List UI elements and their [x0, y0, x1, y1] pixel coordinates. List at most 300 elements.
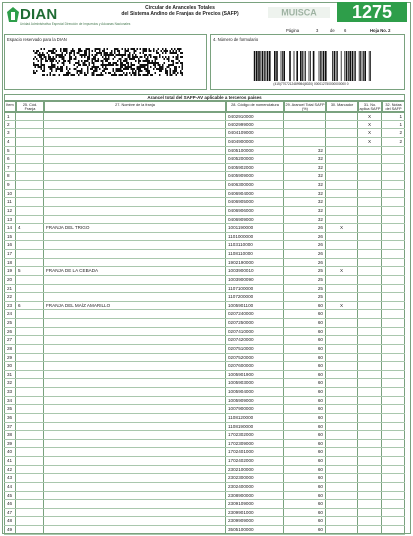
- cell-nombre-franja[interactable]: [44, 431, 226, 439]
- cell-no-aplica[interactable]: [358, 276, 382, 284]
- cell-item[interactable]: 23: [4, 302, 16, 310]
- cell-item[interactable]: 22: [4, 293, 16, 301]
- cell-no-aplica[interactable]: [358, 319, 382, 327]
- cell-notas[interactable]: [382, 293, 405, 301]
- cell-cod-franja[interactable]: [16, 198, 44, 206]
- cell-arancel-total[interactable]: 60: [284, 397, 326, 405]
- cell-item[interactable]: 6: [4, 155, 16, 163]
- cell-notas[interactable]: [382, 371, 405, 379]
- cell-marcador[interactable]: [326, 138, 358, 146]
- cell-notas[interactable]: [382, 302, 405, 310]
- cell-item[interactable]: 44: [4, 483, 16, 491]
- cell-marcador[interactable]: [326, 164, 358, 172]
- cell-item[interactable]: 37: [4, 423, 16, 431]
- cell-nombre-franja[interactable]: [44, 388, 226, 396]
- cell-notas[interactable]: [382, 440, 405, 448]
- cell-item[interactable]: 32: [4, 379, 16, 387]
- cell-no-aplica[interactable]: [358, 155, 382, 163]
- cell-marcador[interactable]: [326, 509, 358, 517]
- cell-nombre-franja[interactable]: [44, 216, 226, 224]
- cell-no-aplica[interactable]: [358, 492, 382, 500]
- cell-no-aplica[interactable]: [358, 241, 382, 249]
- cell-cod-franja[interactable]: [16, 293, 44, 301]
- cell-no-aplica[interactable]: [358, 379, 382, 387]
- cell-marcador[interactable]: [326, 293, 358, 301]
- cell-cod-franja[interactable]: [16, 474, 44, 482]
- cell-no-aplica[interactable]: [358, 397, 382, 405]
- cell-no-aplica[interactable]: [358, 328, 382, 336]
- cell-no-aplica[interactable]: [358, 431, 382, 439]
- cell-nombre-franja[interactable]: [44, 198, 226, 206]
- cell-item[interactable]: 11: [4, 198, 16, 206]
- cell-cod-franja[interactable]: [16, 492, 44, 500]
- cell-notas[interactable]: [382, 310, 405, 318]
- cell-arancel-total[interactable]: 32: [284, 216, 326, 224]
- cell-arancel-total[interactable]: 60: [284, 431, 326, 439]
- cell-notas[interactable]: [382, 172, 405, 180]
- cell-notas[interactable]: [382, 474, 405, 482]
- cell-marcador[interactable]: [326, 172, 358, 180]
- cell-item[interactable]: 10: [4, 190, 16, 198]
- cell-no-aplica[interactable]: [358, 440, 382, 448]
- cell-arancel-total[interactable]: 32: [284, 198, 326, 206]
- cell-nombre-franja[interactable]: [44, 276, 226, 284]
- cell-cod-franja[interactable]: [16, 155, 44, 163]
- cell-no-aplica[interactable]: [358, 414, 382, 422]
- cell-arancel-total[interactable]: 60: [284, 448, 326, 456]
- cell-item[interactable]: 40: [4, 448, 16, 456]
- cell-no-aplica[interactable]: [358, 457, 382, 465]
- cell-item[interactable]: 15: [4, 233, 16, 241]
- cell-item[interactable]: 48: [4, 517, 16, 525]
- cell-codigo-nomenclatura[interactable]: 1007900000: [226, 405, 284, 413]
- cell-notas[interactable]: [382, 397, 405, 405]
- cell-arancel-total[interactable]: 32: [284, 207, 326, 215]
- cell-no-aplica[interactable]: [358, 517, 382, 525]
- cell-cod-franja[interactable]: [16, 129, 44, 137]
- cell-cod-franja[interactable]: [16, 216, 44, 224]
- cell-marcador[interactable]: [326, 198, 358, 206]
- cell-arancel-total[interactable]: 32: [284, 181, 326, 189]
- cell-marcador[interactable]: [326, 129, 358, 137]
- cell-arancel-total[interactable]: 60: [284, 354, 326, 362]
- cell-cod-franja[interactable]: [16, 172, 44, 180]
- cell-no-aplica[interactable]: [358, 224, 382, 232]
- cell-codigo-nomenclatura[interactable]: 1005904000: [226, 388, 284, 396]
- cell-notas[interactable]: [382, 388, 405, 396]
- cell-no-aplica[interactable]: [358, 388, 382, 396]
- cell-cod-franja[interactable]: [16, 500, 44, 508]
- cell-no-aplica[interactable]: X: [358, 121, 382, 129]
- cell-no-aplica[interactable]: [358, 405, 382, 413]
- cell-marcador[interactable]: [326, 250, 358, 258]
- cell-nombre-franja[interactable]: [44, 164, 226, 172]
- cell-cod-franja[interactable]: [16, 138, 44, 146]
- cell-no-aplica[interactable]: [358, 371, 382, 379]
- cell-cod-franja[interactable]: [16, 113, 44, 120]
- cell-cod-franja[interactable]: [16, 207, 44, 215]
- cell-item[interactable]: 8: [4, 172, 16, 180]
- cell-notas[interactable]: 1: [382, 121, 405, 129]
- cell-notas[interactable]: [382, 198, 405, 206]
- cell-no-aplica[interactable]: [358, 526, 382, 534]
- cell-arancel-total[interactable]: 60: [284, 526, 326, 534]
- cell-arancel-total[interactable]: 60: [284, 517, 326, 525]
- cell-codigo-nomenclatura[interactable]: 0207240000: [226, 310, 284, 318]
- cell-arancel-total[interactable]: 60: [284, 500, 326, 508]
- cell-cod-franja[interactable]: [16, 405, 44, 413]
- cell-arancel-total[interactable]: 25: [284, 267, 326, 275]
- cell-notas[interactable]: [382, 259, 405, 267]
- cell-arancel-total[interactable]: 60: [284, 414, 326, 422]
- cell-item[interactable]: 25: [4, 319, 16, 327]
- cell-cod-franja[interactable]: 6: [16, 302, 44, 310]
- cell-arancel-total[interactable]: 60: [284, 457, 326, 465]
- cell-no-aplica[interactable]: [358, 259, 382, 267]
- cell-item[interactable]: 4: [4, 138, 16, 146]
- cell-codigo-nomenclatura[interactable]: 1005903000: [226, 379, 284, 387]
- cell-codigo-nomenclatura[interactable]: 1107100000: [226, 285, 284, 293]
- cell-notas[interactable]: [382, 207, 405, 215]
- cell-nombre-franja[interactable]: [44, 121, 226, 129]
- cell-arancel-total[interactable]: 26: [284, 233, 326, 241]
- cell-notas[interactable]: [382, 276, 405, 284]
- cell-arancel-total[interactable]: 32: [284, 147, 326, 155]
- cell-cod-franja[interactable]: [16, 259, 44, 267]
- cell-notas[interactable]: [382, 190, 405, 198]
- cell-codigo-nomenclatura[interactable]: 0402910000: [226, 113, 284, 120]
- cell-cod-franja[interactable]: [16, 319, 44, 327]
- cell-notas[interactable]: [382, 466, 405, 474]
- cell-codigo-nomenclatura[interactable]: 1702401000: [226, 448, 284, 456]
- cell-cod-franja[interactable]: [16, 423, 44, 431]
- cell-marcador[interactable]: [326, 526, 358, 534]
- cell-cod-franja[interactable]: [16, 414, 44, 422]
- cell-nombre-franja[interactable]: [44, 474, 226, 482]
- cell-notas[interactable]: 1: [382, 113, 405, 120]
- cell-item[interactable]: 28: [4, 345, 16, 353]
- cell-codigo-nomenclatura[interactable]: 0405902000: [226, 164, 284, 172]
- cell-notas[interactable]: [382, 500, 405, 508]
- cell-nombre-franja[interactable]: [44, 423, 226, 431]
- cell-cod-franja[interactable]: [16, 285, 44, 293]
- cell-no-aplica[interactable]: [358, 423, 382, 431]
- cell-item[interactable]: 18: [4, 259, 16, 267]
- cell-no-aplica[interactable]: [358, 354, 382, 362]
- cell-marcador[interactable]: [326, 379, 358, 387]
- cell-marcador[interactable]: [326, 457, 358, 465]
- cell-no-aplica[interactable]: [358, 483, 382, 491]
- cell-no-aplica[interactable]: [358, 172, 382, 180]
- cell-marcador[interactable]: [326, 216, 358, 224]
- cell-cod-franja[interactable]: [16, 121, 44, 129]
- cell-cod-franja[interactable]: [16, 276, 44, 284]
- cell-nombre-franja[interactable]: [44, 362, 226, 370]
- cell-marcador[interactable]: [326, 431, 358, 439]
- cell-cod-franja[interactable]: [16, 310, 44, 318]
- cell-codigo-nomenclatura[interactable]: 0406300000: [226, 181, 284, 189]
- cell-codigo-nomenclatura[interactable]: 1001190000: [226, 224, 284, 232]
- cell-codigo-nomenclatura[interactable]: 0405100000: [226, 147, 284, 155]
- cell-codigo-nomenclatura[interactable]: 0207250000: [226, 319, 284, 327]
- cell-no-aplica[interactable]: [358, 336, 382, 344]
- cell-nombre-franja[interactable]: [44, 336, 226, 344]
- cell-cod-franja[interactable]: [16, 241, 44, 249]
- cell-codigo-nomenclatura[interactable]: 1902190000: [226, 259, 284, 267]
- cell-nombre-franja[interactable]: [44, 293, 226, 301]
- cell-marcador[interactable]: [326, 241, 358, 249]
- cell-marcador[interactable]: [326, 388, 358, 396]
- cell-nombre-franja[interactable]: [44, 250, 226, 258]
- cell-arancel-total[interactable]: 60: [284, 405, 326, 413]
- cell-codigo-nomenclatura[interactable]: 3505100000: [226, 526, 284, 534]
- cell-notas[interactable]: [382, 492, 405, 500]
- cell-arancel-total[interactable]: 60: [284, 345, 326, 353]
- cell-cod-franja[interactable]: [16, 509, 44, 517]
- cell-item[interactable]: 16: [4, 241, 16, 249]
- cell-item[interactable]: 13: [4, 216, 16, 224]
- cell-arancel-total[interactable]: 60: [284, 509, 326, 517]
- cell-nombre-franja[interactable]: [44, 379, 226, 387]
- cell-notas[interactable]: [382, 448, 405, 456]
- cell-arancel-total[interactable]: 60: [284, 423, 326, 431]
- cell-cod-franja[interactable]: [16, 345, 44, 353]
- cell-cod-franja[interactable]: [16, 483, 44, 491]
- cell-marcador[interactable]: [326, 181, 358, 189]
- cell-notas[interactable]: [382, 431, 405, 439]
- cell-no-aplica[interactable]: [358, 362, 382, 370]
- cell-notas[interactable]: 2: [382, 138, 405, 146]
- cell-item[interactable]: 42: [4, 466, 16, 474]
- cell-codigo-nomenclatura[interactable]: 0406904000: [226, 190, 284, 198]
- cell-marcador[interactable]: [326, 492, 358, 500]
- cell-nombre-franja[interactable]: [44, 233, 226, 241]
- cell-item[interactable]: 29: [4, 354, 16, 362]
- cell-nombre-franja[interactable]: [44, 285, 226, 293]
- cell-nombre-franja[interactable]: [44, 190, 226, 198]
- cell-marcador[interactable]: [326, 285, 358, 293]
- cell-nombre-franja[interactable]: [44, 129, 226, 137]
- cell-codigo-nomenclatura[interactable]: 0207520000: [226, 354, 284, 362]
- cell-marcador[interactable]: [326, 448, 358, 456]
- cell-no-aplica[interactable]: X: [358, 113, 382, 120]
- cell-item[interactable]: 20: [4, 276, 16, 284]
- cell-notas[interactable]: 2: [382, 129, 405, 137]
- cell-no-aplica[interactable]: [358, 293, 382, 301]
- cell-item[interactable]: 17: [4, 250, 16, 258]
- cell-arancel-total[interactable]: 60: [284, 362, 326, 370]
- cell-codigo-nomenclatura[interactable]: 1108190000: [226, 423, 284, 431]
- cell-cod-franja[interactable]: [16, 181, 44, 189]
- cell-arancel-total[interactable]: 60: [284, 440, 326, 448]
- cell-notas[interactable]: [382, 181, 405, 189]
- cell-codigo-nomenclatura[interactable]: 1005901900: [226, 371, 284, 379]
- cell-notas[interactable]: [382, 147, 405, 155]
- cell-no-aplica[interactable]: [358, 466, 382, 474]
- cell-no-aplica[interactable]: [358, 509, 382, 517]
- cell-notas[interactable]: [382, 483, 405, 491]
- cell-codigo-nomenclatura[interactable]: 0405200000: [226, 155, 284, 163]
- cell-notas[interactable]: [382, 414, 405, 422]
- cell-marcador[interactable]: [326, 276, 358, 284]
- cell-cod-franja[interactable]: [16, 388, 44, 396]
- cell-no-aplica[interactable]: [358, 310, 382, 318]
- cell-codigo-nomenclatura[interactable]: 1702402000: [226, 457, 284, 465]
- cell-marcador[interactable]: X: [326, 267, 358, 275]
- cell-marcador[interactable]: [326, 336, 358, 344]
- cell-codigo-nomenclatura[interactable]: 0404109000: [226, 129, 284, 137]
- cell-item[interactable]: 2: [4, 121, 16, 129]
- cell-marcador[interactable]: [326, 155, 358, 163]
- cell-notas[interactable]: [382, 345, 405, 353]
- cell-nombre-franja[interactable]: [44, 181, 226, 189]
- cell-codigo-nomenclatura[interactable]: 1108120000: [226, 414, 284, 422]
- cell-arancel-total[interactable]: 60: [284, 302, 326, 310]
- cell-codigo-nomenclatura[interactable]: 0207510000: [226, 345, 284, 353]
- cell-notas[interactable]: [382, 457, 405, 465]
- cell-cod-franja[interactable]: [16, 371, 44, 379]
- cell-no-aplica[interactable]: X: [358, 138, 382, 146]
- cell-codigo-nomenclatura[interactable]: 0406905000: [226, 198, 284, 206]
- cell-nombre-franja[interactable]: [44, 207, 226, 215]
- cell-marcador[interactable]: [326, 362, 358, 370]
- cell-nombre-franja[interactable]: [44, 259, 226, 267]
- cell-item[interactable]: 33: [4, 388, 16, 396]
- cell-item[interactable]: 31: [4, 371, 16, 379]
- cell-marcador[interactable]: [326, 233, 358, 241]
- cell-nombre-franja[interactable]: FRANJA DEL MAÍZ AMARILLO: [44, 302, 226, 310]
- cell-item[interactable]: 24: [4, 310, 16, 318]
- cell-nombre-franja[interactable]: [44, 448, 226, 456]
- cell-notas[interactable]: [382, 319, 405, 327]
- cell-arancel-total[interactable]: 26: [284, 259, 326, 267]
- cell-arancel-total[interactable]: 60: [284, 388, 326, 396]
- cell-no-aplica[interactable]: [358, 207, 382, 215]
- cell-nombre-franja[interactable]: [44, 517, 226, 525]
- cell-arancel-total[interactable]: 60: [284, 310, 326, 318]
- cell-no-aplica[interactable]: [358, 147, 382, 155]
- cell-no-aplica[interactable]: [358, 190, 382, 198]
- cell-item[interactable]: 46: [4, 500, 16, 508]
- cell-notas[interactable]: [382, 164, 405, 172]
- cell-notas[interactable]: [382, 250, 405, 258]
- cell-marcador[interactable]: [326, 405, 358, 413]
- cell-arancel-total[interactable]: 32: [284, 164, 326, 172]
- cell-cod-franja[interactable]: [16, 328, 44, 336]
- cell-nombre-franja[interactable]: FRANJA DEL TRIGO: [44, 224, 226, 232]
- cell-notas[interactable]: [382, 509, 405, 517]
- cell-cod-franja[interactable]: [16, 517, 44, 525]
- cell-marcador[interactable]: [326, 500, 358, 508]
- cell-item[interactable]: 14: [4, 224, 16, 232]
- cell-nombre-franja[interactable]: [44, 492, 226, 500]
- cell-codigo-nomenclatura[interactable]: 1108110000: [226, 250, 284, 258]
- cell-item[interactable]: 12: [4, 207, 16, 215]
- cell-cod-franja[interactable]: [16, 354, 44, 362]
- cell-codigo-nomenclatura[interactable]: 2302300000: [226, 474, 284, 482]
- cell-nombre-franja[interactable]: [44, 319, 226, 327]
- cell-arancel-total[interactable]: [284, 113, 326, 120]
- cell-marcador[interactable]: [326, 466, 358, 474]
- cell-nombre-franja[interactable]: [44, 345, 226, 353]
- cell-arancel-total[interactable]: 32: [284, 190, 326, 198]
- cell-codigo-nomenclatura[interactable]: 1702309000: [226, 440, 284, 448]
- cell-nombre-franja[interactable]: FRANJA DE LA CEBADA: [44, 267, 226, 275]
- cell-codigo-nomenclatura[interactable]: 0207420000: [226, 336, 284, 344]
- cell-codigo-nomenclatura[interactable]: 1101000000: [226, 233, 284, 241]
- cell-no-aplica[interactable]: [358, 164, 382, 172]
- cell-no-aplica[interactable]: [358, 500, 382, 508]
- cell-cod-franja[interactable]: [16, 457, 44, 465]
- cell-notas[interactable]: [382, 423, 405, 431]
- cell-marcador[interactable]: [326, 207, 358, 215]
- cell-no-aplica[interactable]: X: [358, 129, 382, 137]
- cell-nombre-franja[interactable]: [44, 483, 226, 491]
- cell-codigo-nomenclatura[interactable]: 0207410000: [226, 328, 284, 336]
- cell-nombre-franja[interactable]: [44, 354, 226, 362]
- cell-nombre-franja[interactable]: [44, 147, 226, 155]
- cell-notas[interactable]: [382, 526, 405, 534]
- cell-nombre-franja[interactable]: [44, 138, 226, 146]
- cell-no-aplica[interactable]: [358, 181, 382, 189]
- cell-no-aplica[interactable]: [358, 216, 382, 224]
- cell-arancel-total[interactable]: 32: [284, 172, 326, 180]
- cell-codigo-nomenclatura[interactable]: 1005909000: [226, 397, 284, 405]
- cell-no-aplica[interactable]: [358, 345, 382, 353]
- cell-marcador[interactable]: [326, 113, 358, 120]
- cell-marcador[interactable]: [326, 147, 358, 155]
- cell-cod-franja[interactable]: 5: [16, 267, 44, 275]
- cell-cod-franja[interactable]: 4: [16, 224, 44, 232]
- cell-marcador[interactable]: [326, 474, 358, 482]
- cell-no-aplica[interactable]: [358, 474, 382, 482]
- cell-arancel-total[interactable]: 60: [284, 328, 326, 336]
- cell-arancel-total[interactable]: 60: [284, 483, 326, 491]
- cell-notas[interactable]: [382, 379, 405, 387]
- cell-marcador[interactable]: X: [326, 302, 358, 310]
- cell-arancel-total[interactable]: [284, 129, 326, 137]
- cell-notas[interactable]: [382, 336, 405, 344]
- cell-codigo-nomenclatura[interactable]: 2302100000: [226, 466, 284, 474]
- cell-marcador[interactable]: [326, 319, 358, 327]
- cell-no-aplica[interactable]: [358, 302, 382, 310]
- cell-item[interactable]: 47: [4, 509, 16, 517]
- cell-codigo-nomenclatura[interactable]: 2302400000: [226, 483, 284, 491]
- cell-marcador[interactable]: [326, 259, 358, 267]
- cell-codigo-nomenclatura[interactable]: 1003900090: [226, 276, 284, 284]
- cell-cod-franja[interactable]: [16, 362, 44, 370]
- cell-arancel-total[interactable]: 32: [284, 155, 326, 163]
- cell-nombre-franja[interactable]: [44, 440, 226, 448]
- cell-arancel-total[interactable]: 60: [284, 371, 326, 379]
- cell-cod-franja[interactable]: [16, 336, 44, 344]
- cell-no-aplica[interactable]: [358, 233, 382, 241]
- cell-notas[interactable]: [382, 354, 405, 362]
- cell-codigo-nomenclatura[interactable]: 2309909000: [226, 517, 284, 525]
- cell-marcador[interactable]: [326, 121, 358, 129]
- cell-arancel-total[interactable]: 25: [284, 276, 326, 284]
- cell-marcador[interactable]: [326, 517, 358, 525]
- cell-no-aplica[interactable]: [358, 250, 382, 258]
- cell-nombre-franja[interactable]: [44, 405, 226, 413]
- cell-no-aplica[interactable]: [358, 448, 382, 456]
- cell-marcador[interactable]: [326, 190, 358, 198]
- cell-marcador[interactable]: [326, 371, 358, 379]
- cell-cod-franja[interactable]: [16, 397, 44, 405]
- cell-item[interactable]: 21: [4, 285, 16, 293]
- cell-no-aplica[interactable]: [358, 198, 382, 206]
- cell-arancel-total[interactable]: 60: [284, 336, 326, 344]
